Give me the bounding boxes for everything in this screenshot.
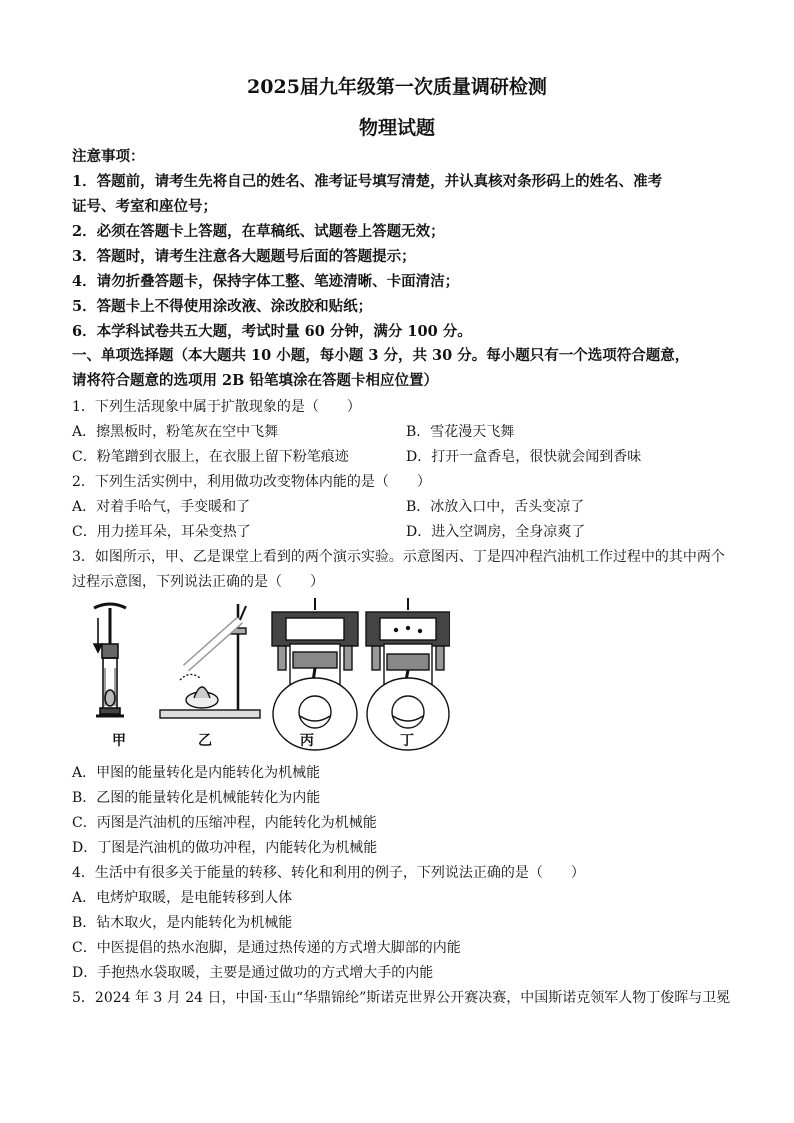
engine-diagram-ding — [366, 598, 450, 750]
q2-option-d: D．进入空调房，全身凉爽了 — [406, 524, 586, 540]
notice-line-7: 6．本学科试卷共五大题，考试时量 60 分钟，满分 100 分。 — [72, 323, 472, 340]
q3-figure — [90, 598, 450, 758]
notice-line-6: 5．答题卡上不得使用涂改液、涂改胶和贴纸； — [72, 298, 373, 315]
q2-stem: 2．下列生活实例中，利用做功改变物体内能的是（ ） — [72, 474, 431, 490]
exam-title: 2025届九年级第一次质量调研检测 — [247, 76, 547, 98]
q3-option-b: B．乙图的能量转化是机械能转化为内能 — [72, 790, 321, 806]
notice-line-2: 证号、考室和座位号； — [72, 198, 217, 215]
exam-subtitle: 物理试题 — [358, 117, 435, 139]
notice-line-1: 1．答题前，请考生先将自己的姓名、准考证号填写清楚，并认真核对条形码上的姓名、准考 — [72, 173, 663, 190]
figure-caption-yi: 乙 — [198, 733, 212, 749]
engine-diagram-bing — [272, 598, 358, 750]
q4-option-a: A．电烤炉取暖，是电能转移到人体 — [72, 890, 293, 906]
q5-stem: 5．2024 年 3 月 24 日，中国·玉山“华鼎锦纶”斯诺克世界公开赛决赛，中国斯诺克领军人物丁俊晖与卫冕 — [72, 990, 731, 1006]
q3-option-d: D．丁图是汽油机的做功冲程，内能转化为机械能 — [72, 840, 378, 856]
q1-option-b: B．雪花漫天飞舞 — [406, 424, 515, 440]
figure-caption-jia: 甲 — [112, 733, 126, 749]
q3-option-c: C．丙图是汽油机的压缩冲程，内能转化为机械能 — [72, 815, 377, 831]
q2-option-a: A．对着手哈气，手变暖和了 — [72, 499, 251, 515]
notice-line-4: 3．答题时，请考生注意各大题题号后面的答题提示； — [72, 248, 416, 265]
q4-option-b: B．钻木取火，是内能转化为机械能 — [72, 915, 293, 931]
figure-caption-ding: 丁 — [400, 733, 414, 749]
q3-stem-1: 3．如图所示，甲、乙是课堂上看到的两个演示实验。示意图丙、丁是四冲程汽油机工作过程中的其中两个 — [72, 549, 725, 565]
q1-option-d: D．打开一盒香皂，很快就会闻到香味 — [406, 449, 642, 465]
q2-option-c: C．用力搓耳朵，耳朵变热了 — [72, 524, 251, 540]
section-heading-1: 一、单项选择题（本大题共 10 小题，每小题 3 分，共 30 分。每小题只有一个选项符合题意， — [72, 347, 690, 364]
q1-option-a: A．擦黑板时，粉笔灰在空中飞舞 — [72, 424, 279, 440]
q1-stem: 1．下列生活现象中属于扩散现象的是（ ） — [72, 399, 361, 415]
section-heading-2: 请将符合题意的选项用 2B 铅笔填涂在答题卡相应位置） — [72, 372, 438, 389]
q4-option-c: C．中医提倡的热水泡脚，是通过热传递的方式增大脚部的内能 — [72, 940, 461, 956]
q2-option-b: B．冰放入口中，舌头变凉了 — [406, 499, 585, 515]
q4-stem: 4．生活中有很多关于能量的转移、转化和利用的例子，下列说法正确的是（ ） — [72, 865, 585, 881]
notice-line-3: 2．必须在答题卡上答题，在草稿纸、试题卷上答题无效； — [72, 223, 445, 240]
q3-stem-2: 过程示意图，下列说法正确的是（ ） — [72, 574, 324, 590]
piston-cylinder-diagram — [94, 604, 126, 716]
notice-heading: 注意事项： — [72, 148, 145, 165]
q1-option-c: C．粉笔蹭到衣服上，在衣服上留下粉笔痕迹 — [72, 449, 349, 465]
q3-option-a: A．甲图的能量转化是内能转化为机械能 — [72, 765, 321, 781]
figure-caption-bing: 丙 — [300, 733, 314, 749]
q4-option-d: D．手抱热水袋取暖，主要是通过做功的方式增大手的内能 — [72, 965, 434, 981]
test-tube-heating-diagram — [160, 604, 260, 718]
notice-line-5: 4．请勿折叠答题卡，保持字体工整、笔迹清晰、卡面清洁； — [72, 273, 460, 290]
